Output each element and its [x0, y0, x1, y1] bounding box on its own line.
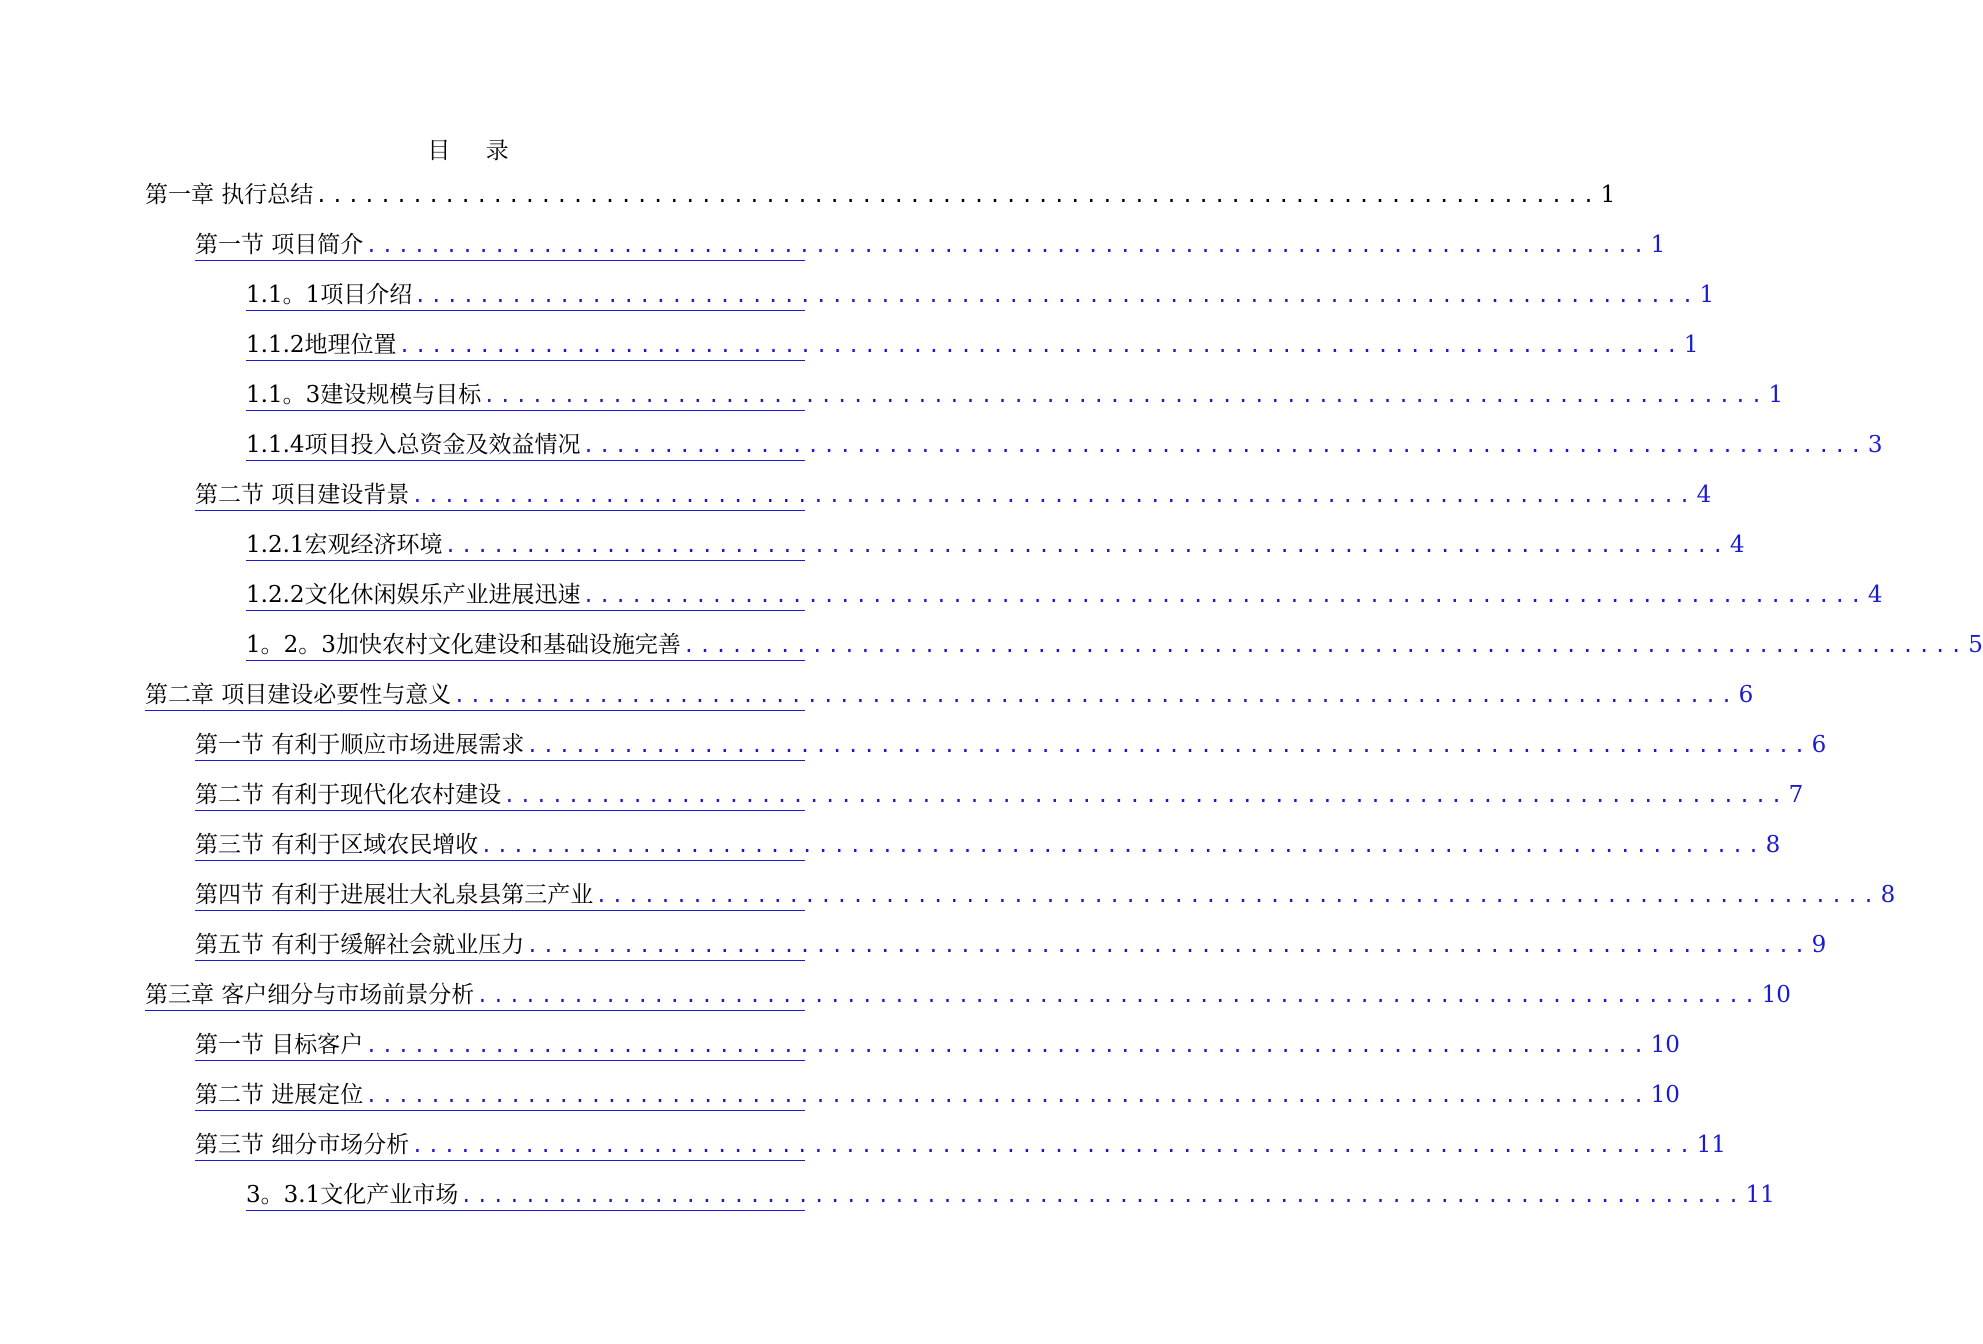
- toc-row[interactable]: [145, 980, 1791, 1011]
- toc-label: 第三章 客户细分与市场前景分析: [145, 982, 475, 1008]
- toc-leader-dots: ................................................................................: [483, 383, 1767, 407]
- toc-row[interactable]: [195, 1080, 1680, 1111]
- toc-row[interactable]: [145, 680, 1754, 711]
- toc-row[interactable]: [195, 880, 1896, 911]
- toc-entry[interactable]: [0, 380, 1784, 416]
- toc-entry[interactable]: [0, 1080, 1680, 1116]
- toc-page-number: 11: [1745, 1182, 1775, 1208]
- toc-label: 第五节 有利于缓解社会就业压力: [195, 932, 525, 958]
- toc-page-number: 5: [1968, 632, 1983, 658]
- toc-entry[interactable]: [0, 830, 1781, 866]
- toc-leader-dots: ................................................................................: [480, 833, 1764, 857]
- toc-entry[interactable]: [0, 330, 1699, 366]
- toc-leader-dots: ................................................................................: [444, 533, 1728, 557]
- toc-label: 第一节 项目简介: [195, 232, 364, 258]
- toc-leader-dots: ................................................................................: [398, 333, 1682, 357]
- toc-label: 第二节 进展定位: [195, 1082, 364, 1108]
- toc-label: 第四节 有利于进展壮大礼泉县第三产业: [195, 882, 594, 908]
- toc-label: 第一章 执行总结: [145, 182, 314, 208]
- toc-page-number: 3: [1867, 432, 1883, 458]
- toc-entry[interactable]: [0, 780, 1804, 816]
- toc-page-number: 1: [1650, 232, 1666, 258]
- toc-leader-dots: ................................................................................: [582, 433, 1866, 457]
- toc-label: 第二节 有利于现代化农村建设: [195, 782, 502, 808]
- toc-row[interactable]: [195, 230, 1666, 261]
- toc-page-number: 10: [1761, 982, 1791, 1008]
- toc-leader-dots: ................................................................................: [582, 583, 1866, 607]
- toc-row[interactable]: [246, 630, 1983, 661]
- toc-label: 第三节 细分市场分析: [195, 1132, 410, 1158]
- toc-label: 第一节 目标客户: [195, 1032, 364, 1058]
- toc-label: 1.1.4项目投入总资金及效益情况: [246, 432, 581, 458]
- toc-entry[interactable]: [0, 930, 1827, 966]
- toc-entry[interactable]: [0, 1130, 1726, 1166]
- toc-page-number: 6: [1811, 732, 1827, 758]
- toc-leader-dots: ................................................................................: [682, 633, 1967, 657]
- toc-label: 1.2.2文化休闲娱乐产业进展迅速: [246, 582, 581, 608]
- toc-entry[interactable]: [0, 980, 1791, 1016]
- toc-page-number: 7: [1788, 782, 1804, 808]
- toc-label: 第三节 有利于区域农民增收: [195, 832, 479, 858]
- toc-leader-dots: ................................................................................: [315, 183, 1599, 207]
- toc-label: 第二节 项目建设背景: [195, 482, 410, 508]
- toc-leader-dots: ................................................................................: [460, 1183, 1744, 1207]
- toc-row[interactable]: [246, 380, 1784, 411]
- toc-leader-dots: ................................................................................: [453, 683, 1737, 707]
- toc-label: 1.1.2地理位置: [246, 332, 397, 358]
- toc-leader-dots: ................................................................................: [365, 1083, 1649, 1107]
- toc-label: 第二章 项目建设必要性与意义: [145, 682, 452, 708]
- toc-leader-dots: ................................................................................: [365, 233, 1649, 257]
- toc-entry[interactable]: [0, 280, 1715, 316]
- toc-leader-dots: ................................................................................: [526, 733, 1810, 757]
- toc-leader-dots: ................................................................................: [526, 933, 1810, 957]
- toc-entry[interactable]: [0, 1180, 1775, 1216]
- toc-row[interactable]: [195, 480, 1712, 511]
- toc-entry[interactable]: [0, 230, 1666, 266]
- toc-leader-dots: ................................................................................: [476, 983, 1760, 1007]
- toc-label: 1.1。1项目介绍: [246, 282, 413, 308]
- toc-entry[interactable]: [0, 1030, 1680, 1066]
- toc-page-number: 8: [1765, 832, 1781, 858]
- toc-page-number: 8: [1880, 882, 1896, 908]
- toc-row[interactable]: [195, 1130, 1726, 1161]
- toc-row[interactable]: [246, 330, 1699, 361]
- toc-title: 目 录: [427, 138, 523, 164]
- toc-entry[interactable]: [0, 580, 1883, 616]
- toc-page-number: 10: [1650, 1082, 1680, 1108]
- toc-row[interactable]: [246, 280, 1715, 311]
- toc-entry[interactable]: [0, 480, 1712, 516]
- toc-row[interactable]: [246, 580, 1883, 611]
- toc-label: 1。2。3加快农村文化建设和基础设施完善: [246, 632, 681, 658]
- toc-page-number: 10: [1650, 1032, 1680, 1058]
- toc-page-number: 1: [1600, 182, 1616, 208]
- toc-entry[interactable]: [0, 430, 1883, 466]
- toc-page-number: 4: [1867, 582, 1883, 608]
- toc-entry[interactable]: [0, 680, 1754, 716]
- toc-entry[interactable]: [0, 880, 1896, 916]
- toc-entry[interactable]: [0, 180, 1616, 216]
- toc-leader-dots: ................................................................................: [411, 483, 1695, 507]
- toc-page-number: 1: [1768, 382, 1784, 408]
- toc-label: 3。3.1文化产业市场: [246, 1182, 459, 1208]
- toc-leader-dots: ................................................................................: [365, 1033, 1649, 1057]
- toc-label: 第一节 有利于顺应市场进展需求: [195, 732, 525, 758]
- toc-page-number: 1: [1683, 332, 1699, 358]
- toc-page-number: 9: [1811, 932, 1827, 958]
- toc-row[interactable]: [195, 1030, 1680, 1061]
- toc-row[interactable]: [195, 930, 1827, 961]
- toc-leader-dots: ................................................................................: [411, 1133, 1695, 1157]
- toc-row[interactable]: [145, 180, 1616, 210]
- toc-page-number: 4: [1729, 532, 1745, 558]
- toc-row[interactable]: [246, 430, 1883, 461]
- toc-leader-dots: ................................................................................: [414, 283, 1698, 307]
- toc-leader-dots: ................................................................................: [595, 883, 1879, 907]
- toc-page-number: 1: [1699, 282, 1715, 308]
- toc-entry[interactable]: [0, 630, 1983, 666]
- toc-entry[interactable]: [0, 730, 1827, 766]
- toc-row[interactable]: [195, 830, 1781, 861]
- toc-page-number: 11: [1696, 1132, 1726, 1158]
- toc-row[interactable]: [246, 530, 1745, 561]
- toc-label: 1.2.1宏观经济环境: [246, 532, 443, 558]
- toc-page-number: 6: [1738, 682, 1754, 708]
- toc-leader-dots: ................................................................................: [503, 783, 1787, 807]
- toc-entry[interactable]: [0, 530, 1745, 566]
- toc-row[interactable]: [195, 730, 1827, 761]
- toc-label: 1.1。3建设规模与目标: [246, 382, 482, 408]
- toc-page-number: 4: [1696, 482, 1712, 508]
- toc-row[interactable]: [195, 780, 1804, 811]
- toc-row[interactable]: [246, 1180, 1775, 1211]
